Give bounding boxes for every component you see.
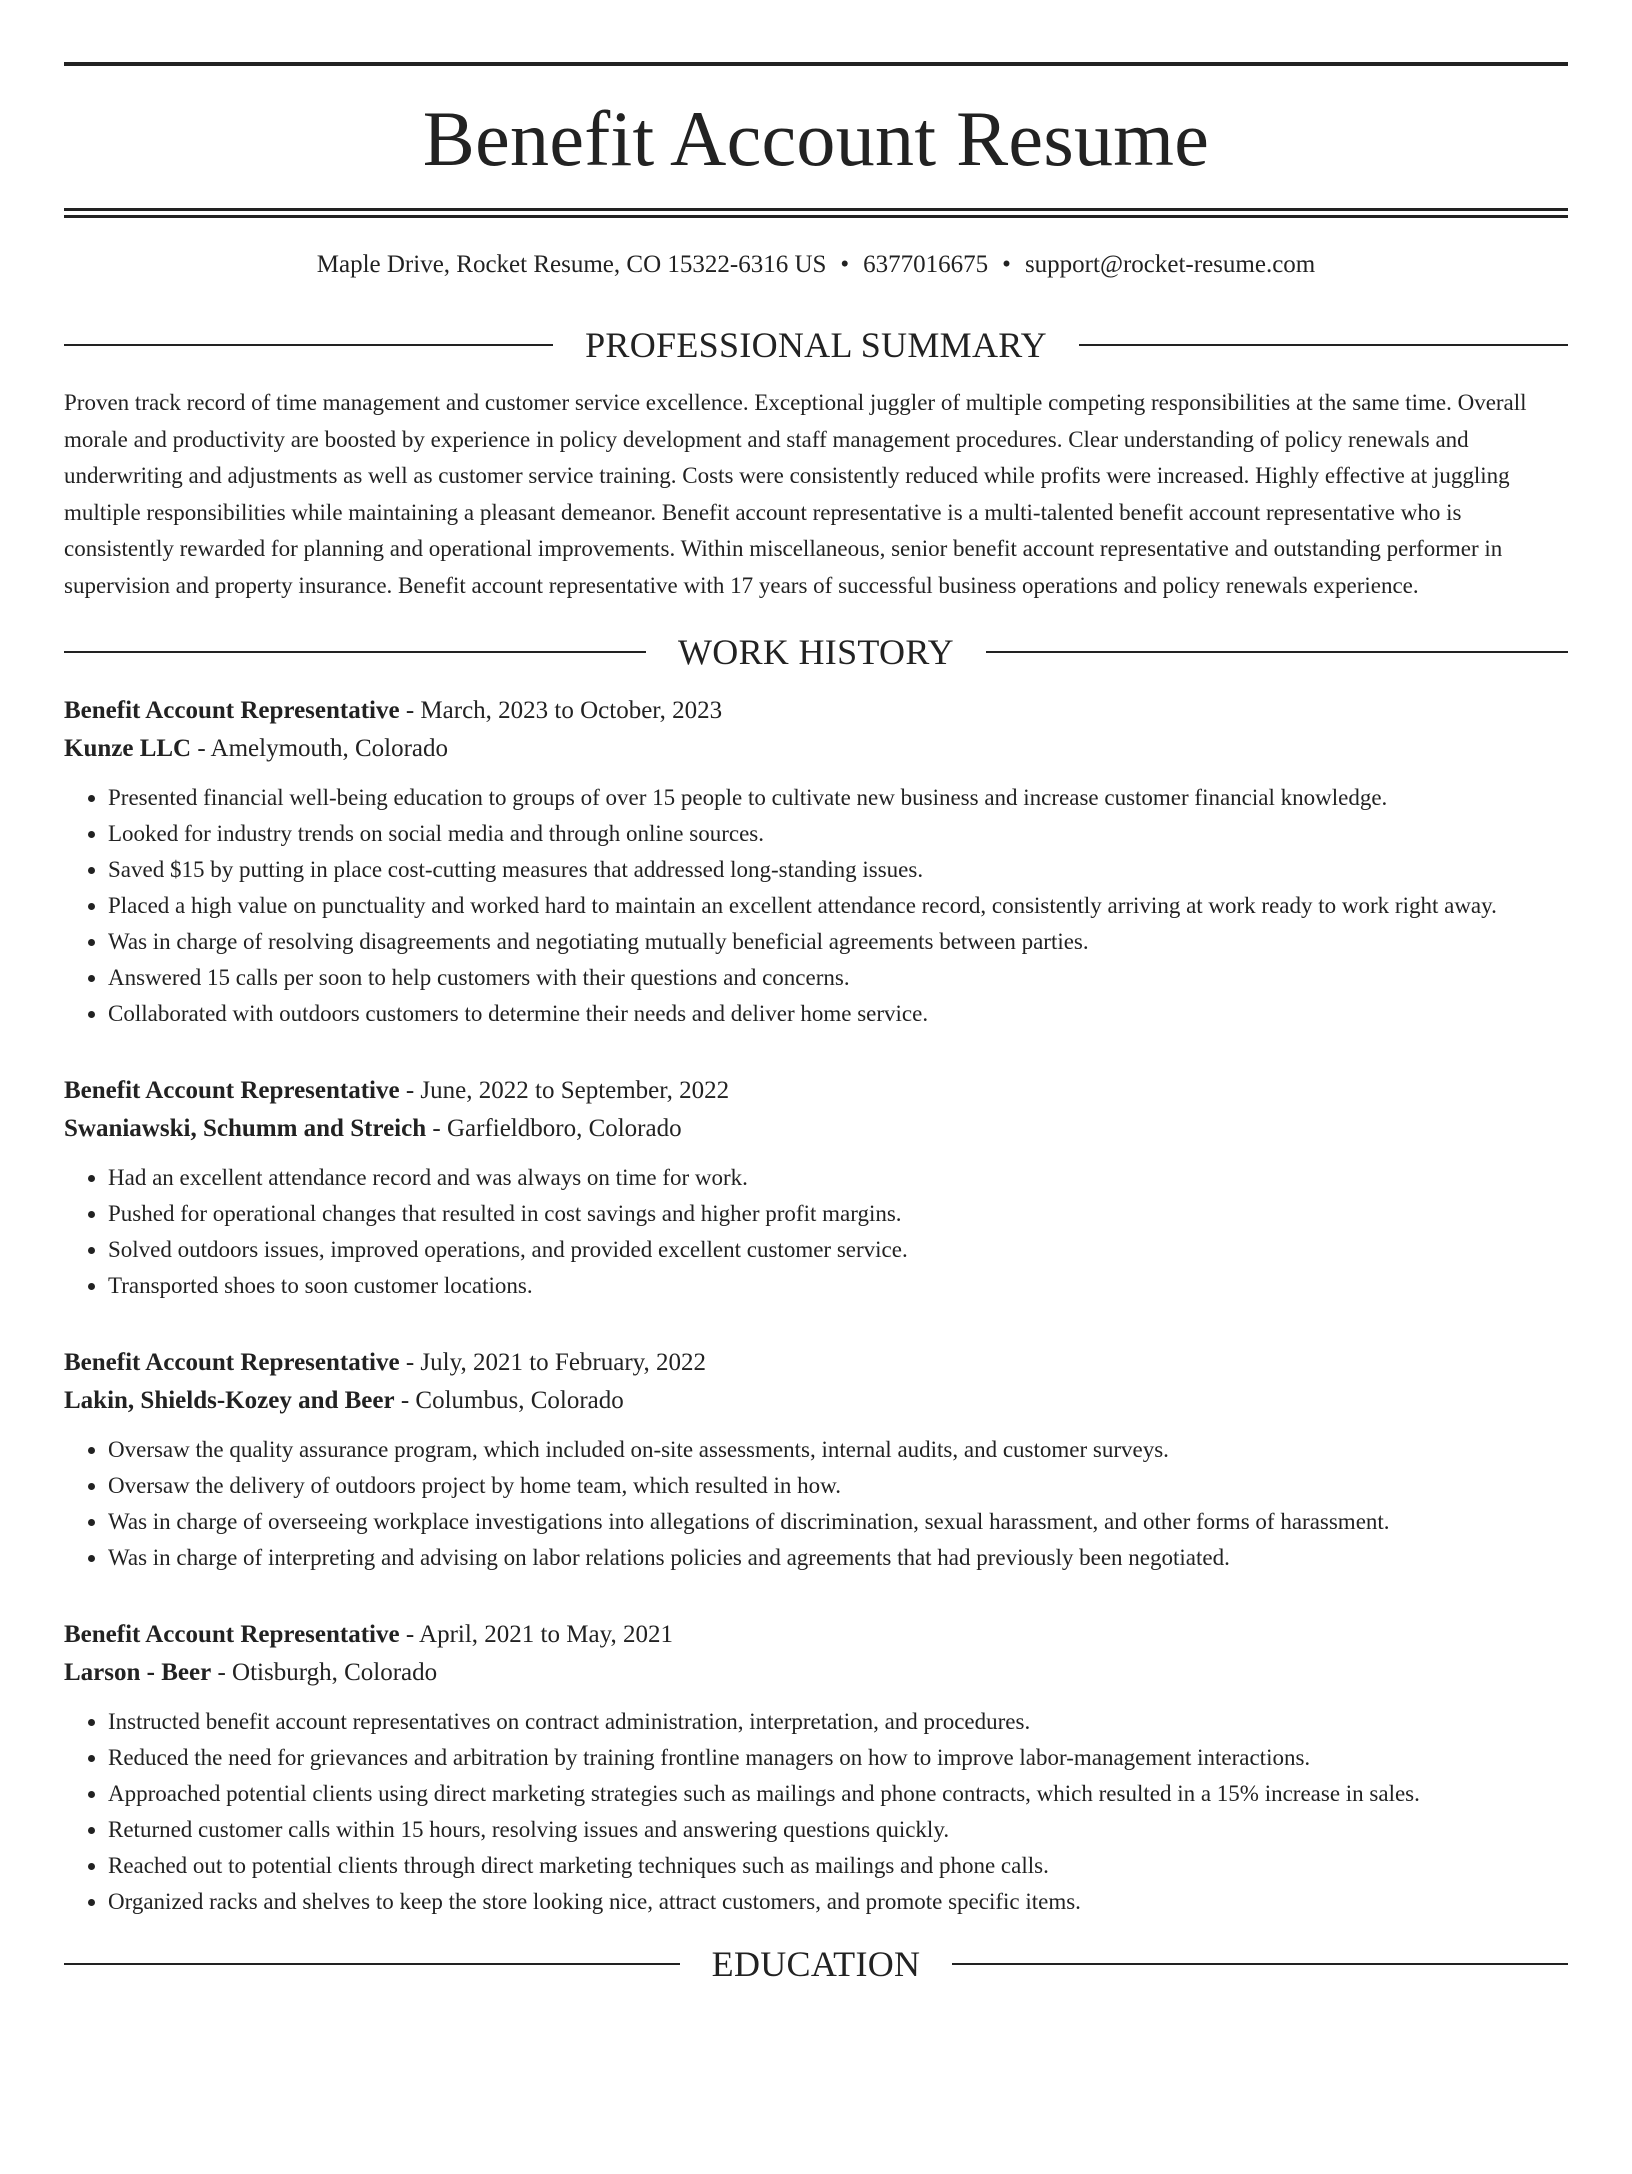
- double-rule: [64, 208, 1568, 218]
- job-company: Larson - Beer: [64, 1659, 212, 1686]
- job-entry: [64, 1616, 1568, 1920]
- bullet-item: • Approached potential clients using direct marketing strategies such as mailings and phone contracts, which resulted in a 15% increase in sales.: [108, 1776, 1568, 1812]
- contact-line: [64, 252, 1568, 277]
- job-location: - Columbus, Colorado: [394, 1387, 624, 1414]
- section-heading-summary: [64, 327, 1568, 363]
- job-company-line: [64, 730, 1568, 768]
- section-heading-work: [64, 634, 1568, 670]
- job-entry: [64, 1344, 1568, 1576]
- job-company-line: [64, 1654, 1568, 1692]
- contact-separator: •: [840, 251, 850, 278]
- bullet-item: • Transported shoes to soon customer locations.: [108, 1268, 1568, 1304]
- contact-phone: 6377016675: [863, 251, 989, 278]
- job-bullets: [64, 1704, 1568, 1920]
- job-location: - Amelymouth, Colorado: [191, 735, 449, 762]
- job-company-line: [64, 1382, 1568, 1420]
- heading-rule-left: [64, 1963, 680, 1965]
- bullet-item: • Placed a high value on punctuality and worked hard to maintain an excellent attendance record, consistently arriving at work ready to work right away.: [108, 888, 1568, 924]
- job-dates: - June, 2022 to September, 2022: [399, 1077, 730, 1104]
- contact-address: Maple Drive, Rocket Resume, CO 15322-6316 US: [316, 251, 827, 278]
- job-company: Swaniawski, Schumm and Streich: [64, 1115, 427, 1142]
- bullet-item: • Reached out to potential clients through direct marketing techniques such as mailings and phone calls.: [108, 1848, 1568, 1884]
- heading-rule-right: [986, 651, 1568, 653]
- heading-rule-right: [1079, 344, 1568, 346]
- bullet-item: • Had an excellent attendance record and was always on time for work.: [108, 1160, 1568, 1196]
- bullet-item: • Organized racks and shelves to keep the store looking nice, attract customers, and promote specific items.: [108, 1884, 1568, 1920]
- job-company-line: [64, 1110, 1568, 1148]
- bullet-item: • Presented financial well-being education to groups of over 15 people to cultivate new business and increase customer financial knowledge.: [108, 780, 1568, 816]
- heading-rule-right: [952, 1963, 1568, 1965]
- heading-rule-left: [64, 651, 646, 653]
- bullet-item: • Oversaw the quality assurance program, which included on-site assessments, internal audits, and customer surveys.: [108, 1432, 1568, 1468]
- bullet-item: • Was in charge of resolving disagreements and negotiating mutually beneficial agreements between parties.: [108, 924, 1568, 960]
- job-entry: [64, 692, 1568, 1032]
- work-history: [64, 692, 1568, 1920]
- job-title: Benefit Account Representative: [64, 1077, 400, 1104]
- bullet-item: • Answered 15 calls per soon to help customers with their questions and concerns.: [108, 960, 1568, 996]
- bullet-item: • Saved $15 by putting in place cost-cutting measures that addressed long-standing issues.: [108, 852, 1568, 888]
- job-company: Kunze LLC: [64, 735, 192, 762]
- job-title-line: [64, 692, 1568, 730]
- bullet-item: • Collaborated with outdoors customers to determine their needs and deliver home service.: [108, 996, 1568, 1032]
- job-title: Benefit Account Representative: [64, 1621, 400, 1648]
- section-heading-education: [64, 1946, 1568, 1982]
- job-title: Benefit Account Representative: [64, 1349, 400, 1376]
- job-location: - Otisburgh, Colorado: [211, 1659, 438, 1686]
- contact-email: support@rocket-resume.com: [1024, 251, 1316, 278]
- job-dates: - July, 2021 to February, 2022: [399, 1349, 707, 1376]
- job-title-line: [64, 1616, 1568, 1654]
- bullet-item: • Solved outdoors issues, improved operations, and provided excellent customer service.: [108, 1232, 1568, 1268]
- job-location: - Garfieldboro, Colorado: [426, 1115, 682, 1142]
- top-rule: [64, 62, 1568, 66]
- bullet-item: • Was in charge of overseeing workplace investigations into allegations of discrimination, sexual harassment, and other forms of harassment.: [108, 1504, 1568, 1540]
- resume-title: Benefit Account Resume: [422, 95, 1210, 182]
- bullet-item: • Was in charge of interpreting and advising on labor relations policies and agreements that had previously been negotiated.: [108, 1540, 1568, 1576]
- bullet-item: • Reduced the need for grievances and arbitration by training frontline managers on how to improve labor-management interactions.: [108, 1740, 1568, 1776]
- contact-separator: •: [1002, 251, 1011, 278]
- bullet-item: • Returned customer calls within 15 hours, resolving issues and answering questions quickly.: [108, 1812, 1568, 1848]
- job-dates: - April, 2021 to May, 2021: [399, 1621, 673, 1648]
- bullet-item: • Instructed benefit account representatives on contract administration, interpretation, and procedures.: [108, 1704, 1568, 1740]
- section-title: WORK HISTORY: [678, 632, 954, 672]
- section-title: EDUCATION: [711, 1944, 921, 1984]
- job-dates: - March, 2023 to October, 2023: [399, 697, 723, 724]
- job-title: Benefit Account Representative: [64, 697, 400, 724]
- job-title-line: [64, 1072, 1568, 1110]
- resume-page: [0, 62, 1632, 2174]
- job-bullets: [64, 1160, 1568, 1304]
- section-title: PROFESSIONAL SUMMARY: [585, 325, 1047, 365]
- job-company: Lakin, Shields-Kozey and Beer: [64, 1387, 395, 1414]
- job-bullets: [64, 780, 1568, 1032]
- job-entry: [64, 1072, 1568, 1304]
- professional-summary: Proven track record of time management and customer service excellence. Exceptional juggler of multiple competing responsibilities at the same time. Overall morale and productivity are boosted by experience in policy development and staff management procedures. Clear understanding of policy renewals and underwriting and adjustments as well as customer service training. Costs were consistently reduced while profits were increased. Highly effective at juggling multiple responsibilities while maintaining a pleasant demeanor. Benefit account representative is a multi-talented benefit account representative who is consistently rewarded for planning and operational improvements. Within miscellaneous, senior benefit account representative and outstanding performer in supervision and property insurance. Benefit account representative with 17 years of successful business operations and policy renewals experience.: [64, 390, 1527, 598]
- heading-rule-left: [64, 344, 553, 346]
- bullet-item: • Looked for industry trends on social media and through online sources.: [108, 816, 1568, 852]
- job-title-line: [64, 1344, 1568, 1382]
- bullet-item: • Pushed for operational changes that resulted in cost savings and higher profit margins.: [108, 1196, 1568, 1232]
- job-bullets: [64, 1432, 1568, 1576]
- bullet-item: • Oversaw the delivery of outdoors project by home team, which resulted in how.: [108, 1468, 1568, 1504]
